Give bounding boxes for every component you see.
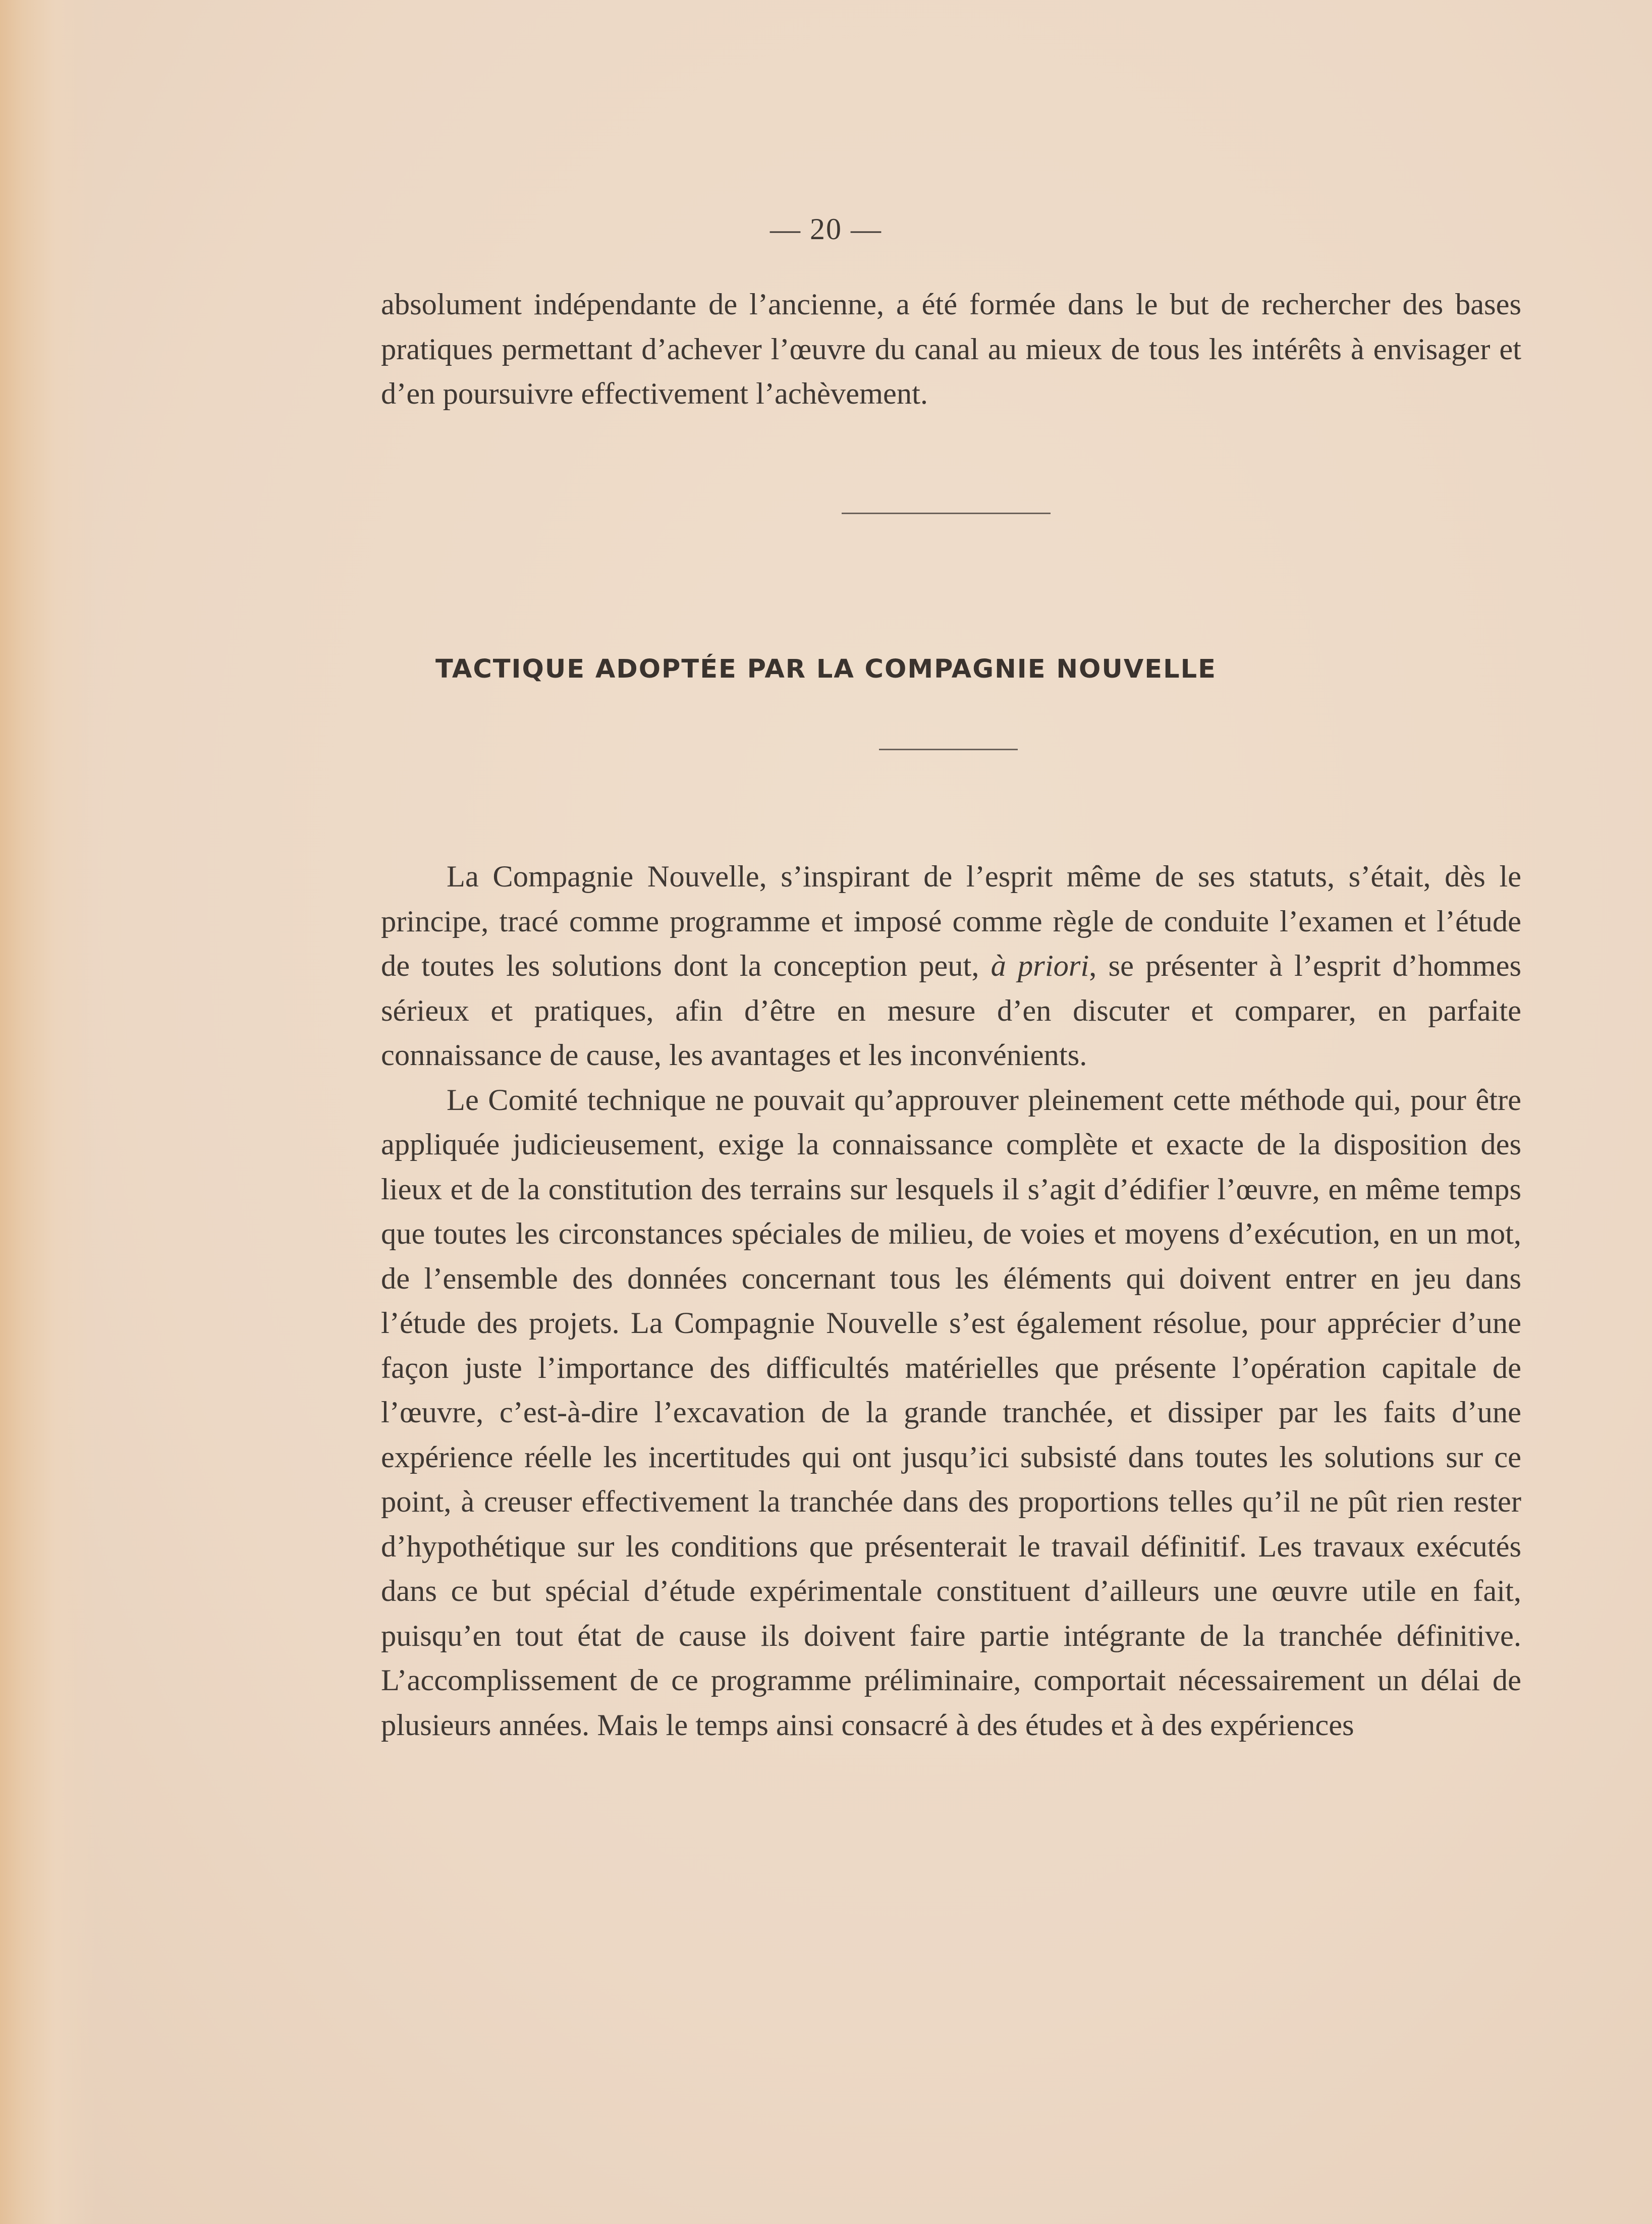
paragraph-1-text-start: La Compagnie Nouvelle, s’inspirant de l’esprit même de ses statuts, s’était, dès le principe, tracé comme programme et imposé comme règle de conduite l’examen et l’étude de toutes les solutions dont la conception peut, [381,860,1521,983]
body-text-block [381,855,1521,1748]
page-number: — 20 — [770,212,882,246]
heading-underline-rule [879,749,1018,750]
paragraph-1-italic-term: à priori [990,949,1089,983]
intro-text-block [381,283,1521,417]
intro-paragraph: absolument indépendante de l’ancienne, a été formée dans le but de rechercher des bases pratiques permettant d’achever l’œuvre du canal au mieux de tous les intérêts à envisager et d’en poursuivre effectivement l’achèvement. [381,288,1521,411]
section-heading: TACTIQUE ADOPTÉE PAR LA COMPAGNIE NOUVELLE [435,654,1217,684]
paragraph-2: Le Comité technique ne pouvait qu’approuver pleinement cette méthode qui, pour être appliquée judicieusement, exige la connaissance complète et exacte de la disposition des lieux et de la constitution des terrains sur lesquels il s’agit d’édifier l’œuvre, en même temps que toutes les circonstances spéciales de milieu, de voies et moyens d’exécution, en un mot, de l’ensemble des données concernant tous les éléments qui doivent entrer en jeu dans l’étude des projets. La Compagnie Nouvelle s’est également résolue, pour apprécier d’une façon juste l’importance des difficultés matérielles que présente l’opération capitale de l’œuvre, c’est-à-dire l’excavation de la grande tranchée, et dissiper par les faits d’une expérience réelle les incertitudes qui ont jusqu’ici subsisté dans toutes les solutions sur ce point, à creuser effectivement la tranchée dans des proportions telles qu’il ne pût rien rester d’hypothétique sur les conditions que présenterait le travail définitif. Les travaux exécutés dans ce but spécial d’étude expérimentale constituent d’ailleurs une œuvre utile en fait, puisqu’en tout état de cause ils doivent faire partie intégrante de la tranchée définitive. L’accomplissement de ce programme préliminaire, comportait nécessairement un délai de plusieurs années. Mais le temps ainsi consacré à des études et à des expériences [381,1083,1521,1742]
paragraph-1 [381,855,1521,1078]
section-divider [842,513,1051,514]
paragraph-1-text-end: , se présenter à l’esprit d’hommes sérieux et pratiques, afin d’être en mesure d’en discuter et comparer, en parfaite connaissance de cause, les avantages et les inconvénients. [381,949,1521,1072]
